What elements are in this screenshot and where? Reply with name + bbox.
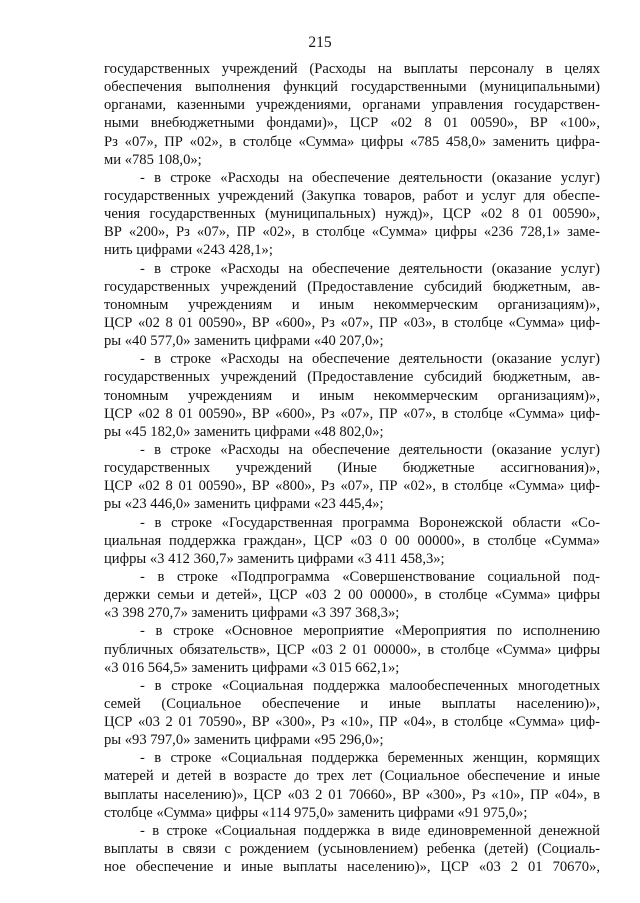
- text-line: - в строке «Расходы на обеспечение деятельности (оказание услуг): [140, 351, 600, 368]
- text-line: государственных учреждений (Предоставление субсидий бюджетным, ав-: [104, 278, 600, 295]
- text-line: ВР «200», Рз «07», ПР «02», в столбце «Сумма» цифры «236 728,1» заме-: [104, 224, 600, 241]
- text-line: ЦСР «02 8 01 00590», ВР «600», Рз «07», ПР «07», в столбце «Сумма» циф-: [104, 405, 600, 422]
- text-line: нить цифрами «243 428,1»;: [104, 242, 273, 259]
- text-line: - в строке «Расходы на обеспечение деятельности (оказание услуг): [140, 441, 600, 458]
- text-line: публичных обязательств», ЦСР «03 2 01 00000», в столбце «Сумма» цифры: [104, 641, 600, 658]
- text-line: тономным учреждениям и иным некоммерческим организациям)»,: [104, 296, 600, 313]
- text-line: «3 398 270,7» заменить цифрами «3 397 368,3»;: [104, 605, 400, 622]
- text-line: ное обеспечение и иные выплаты населению)», ЦСР «03 2 01 70670»,: [104, 859, 600, 876]
- text-line: - в строке «Социальная поддержка в виде единовременной денежной: [140, 822, 600, 839]
- text-line: выплаты населению)», ЦСР «03 2 01 70660», ВР «300», Рз «10», ПР «04», в: [104, 786, 600, 803]
- text-line: выплаты в связи с рождением (усыновлением) ребенка (детей) (Социаль-: [104, 841, 600, 858]
- text-line: матерей и детей в возрасте до трех лет (Социальное обеспечение и иные: [104, 768, 600, 785]
- text-line: чения государственных (муниципальных) нужд)», ЦСР «02 8 01 00590»,: [104, 206, 600, 223]
- text-line: - в строке «Расходы на обеспечение деятельности (оказание услуг): [140, 169, 600, 186]
- text-line: - в строке «Социальная поддержка малообеспеченных многодетных: [140, 677, 600, 694]
- page-number: 215: [308, 34, 332, 51]
- text-line: циальная поддержка граждан», ЦСР «03 0 00 00000», в столбце «Сумма»: [104, 532, 600, 549]
- text-line: семей (Социальное обеспечение и иные выплаты населению)»,: [104, 695, 600, 712]
- text-line: ры «23 446,0» заменить цифрами «23 445,4»;: [104, 496, 384, 513]
- text-line: - в строке «Социальная поддержка беременных женщин, кормящих: [140, 750, 600, 767]
- text-line: обеспечения выполнения функций государственными (муниципальными): [104, 79, 600, 96]
- text-line: - в строке «Расходы на обеспечение деятельности (оказание услуг): [140, 260, 600, 277]
- text-line: ЦСР «02 8 01 00590», ВР «800», Рз «07», ПР «02», в столбце «Сумма» циф-: [104, 478, 600, 495]
- text-line: ными внебюджетными фондами)», ЦСР «02 8 01 00590», ВР «100»,: [104, 115, 600, 132]
- text-line: ЦСР «03 2 01 70590», ВР «300», Рз «10», ПР «04», в столбце «Сумма» циф-: [104, 714, 600, 731]
- text-line: органами, казенными учреждениями, органами управления государствен-: [104, 97, 600, 114]
- text-line: столбце «Сумма» цифры «114 975,0» заменить цифрами «91 975,0»;: [104, 804, 528, 821]
- text-line: государственных учреждений (Закупка товаров, работ и услуг для обеспе-: [104, 187, 600, 204]
- text-line: государственных учреждений (Расходы на выплаты персоналу в целях: [104, 61, 600, 77]
- text-line: ры «93 797,0» заменить цифрами «95 296,0»;: [104, 732, 384, 749]
- text-line: - в строке «Основное мероприятие «Мероприятия по исполнению: [140, 623, 600, 640]
- text-line: ры «45 182,0» заменить цифрами «48 802,0»;: [104, 423, 384, 440]
- text-line: государственных учреждений (Предоставление субсидий бюджетным, ав-: [104, 369, 600, 386]
- text-line: - в строке «Подпрограмма «Совершенствование социальной под-: [140, 568, 600, 585]
- text-line: - в строке «Государственная программа Воронежской области «Со-: [140, 514, 600, 531]
- text-line: государственных учреждений (Иные бюджетные ассигнования)»,: [104, 460, 600, 477]
- text-line: тономным учреждениям и иным некоммерческим организациям)»,: [104, 387, 600, 404]
- text-line: Рз «07», ПР «02», в столбце «Сумма» цифры «785 458,0» заменить цифра-: [104, 133, 600, 150]
- text-line: «3 016 564,5» заменить цифрами «3 015 662,1»;: [104, 659, 400, 676]
- text-line: ЦСР «02 8 01 00590», ВР «600», Рз «07», ПР «03», в столбце «Сумма» циф-: [104, 314, 600, 331]
- text-line: цифры «3 412 360,7» заменить цифрами «3 411 458,3»;: [104, 550, 445, 567]
- text-line: держки семьи и детей», ЦСР «03 2 00 00000», в столбце «Сумма» цифры: [104, 587, 600, 604]
- text-line: ры «40 577,0» заменить цифрами «40 207,0»;: [104, 333, 384, 350]
- text-line: ми «785 108,0»;: [104, 151, 202, 168]
- body-text: [104, 60, 600, 876]
